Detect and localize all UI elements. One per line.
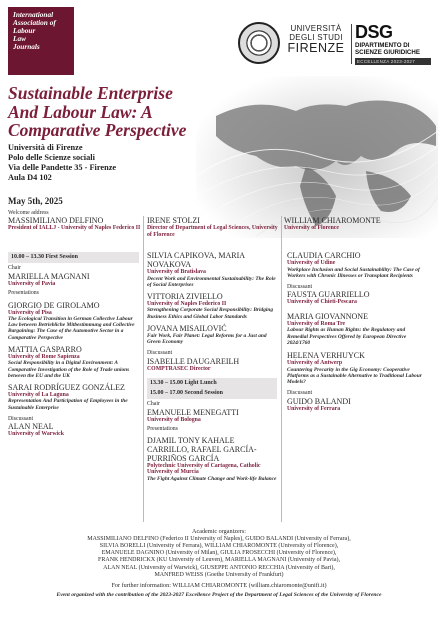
university-name-line1: UNIVERSITÀ <box>290 24 342 33</box>
association-logo-line: Association of <box>13 18 56 28</box>
venue-line: Via delle Pandette 35 - Firenze <box>8 162 117 172</box>
welcome-speaker <box>284 216 424 232</box>
speaker-name: CLAUDIA CARCHIO <box>287 251 361 260</box>
university-name-line2: DEGLI STUDI <box>289 33 343 42</box>
department-name-line2: SCIENZE GIURIDICHE <box>355 49 420 56</box>
speaker-name: GIORGIO DE GIROLAMO <box>8 300 100 310</box>
talk-title: Representation And Participation of Employees in the Sustainable Enterprise <box>8 398 128 411</box>
department-logo <box>355 23 431 65</box>
association-logo-line: International <box>13 10 54 19</box>
speaker-affiliation: University of La Laguna <box>8 391 69 398</box>
discussant-label: Discussant <box>287 283 313 290</box>
speaker-affiliation: University of Florence <box>284 225 339 231</box>
discussant-label: Discussant <box>147 350 173 357</box>
organizers-line: SILVIA BORELLI (University of Ferrara), WILLIAM CHIAROMONTE (University of Florence), <box>99 542 339 549</box>
talk <box>287 351 427 385</box>
discussant-affiliation: COMPTRASEC Director <box>147 365 211 372</box>
chair-name: MARIELLA MAGNANI <box>8 271 90 281</box>
speaker-affiliation: University of Naples Federico II <box>147 300 227 307</box>
speaker-affiliation: University of Antwerp <box>287 360 343 367</box>
organizers-label: Academic organizers: <box>191 528 246 535</box>
event-funding-note: Event organized with the contribution of the 2023-2027 Excellence Project of the Department of Legal Sciences of the University of Florence <box>56 591 382 598</box>
venue <box>8 143 208 183</box>
speaker-affiliation: President of IALLJ - University of Naples Federico II <box>8 225 141 231</box>
talk-title: Fair Work, Fair Planet: Legal Reforms for a Just and Green Economy <box>147 332 267 346</box>
talk <box>147 436 277 482</box>
discussant-name: FAUSTA GUARRIELLO <box>287 290 370 300</box>
speaker-affiliation: Polytechnic University of Cartagena, Catholic University of Murcia <box>147 462 261 476</box>
session-header: 10.00 – 13.30 First Session <box>8 252 139 263</box>
session-header: 15.00 – 17.00 Second Session <box>150 390 224 397</box>
discussant-name: GUIDO BALANDI <box>287 396 351 406</box>
talk <box>147 292 277 320</box>
speaker-affiliation: University of Bratislava <box>147 269 206 275</box>
organizers-line: EMANUELE DAGNINO (University of Milan), GIULIA FROSECCHI (University of Florence), <box>101 550 337 557</box>
lunch-break <box>147 378 277 399</box>
chair-label: Chair <box>8 265 21 271</box>
speaker-name: MASSIMILIANO DELFINO <box>8 216 104 225</box>
discussant-label: Discussant <box>8 415 34 422</box>
organizers-line: ALAN NEAL (University of Warwick), GIUSEPPE ANTONIO RECCHIA (University of Bari), <box>103 564 335 571</box>
speaker-affiliation: University of Rome Sapienza <box>8 353 80 360</box>
speaker-affiliation: University of Pisa <box>8 309 52 316</box>
talk-title: The Fight Against Climate Change and Work-life Balance <box>147 475 277 482</box>
speaker-name: SILVIA CAPIKOVA, MARIA NOVAKOVA <box>147 251 245 269</box>
talk <box>287 251 427 279</box>
association-logo-line: Labour <box>13 26 36 36</box>
association-logo-line: Law <box>13 34 26 44</box>
talk-title: Strengthening Corporate Social Responsibility: Bridging Business Ethics and Global Labor Standards <box>147 307 274 320</box>
speaker-name: HELENA VERHUYCK <box>287 351 365 361</box>
talk-title: Labour Rights as Human Rights: the Regulatory and Remedial Perspectives Offered by European Directive 2024/1760 <box>287 327 407 346</box>
organizers-line: MASSIMILIANO DELFINO (Federico II University of Naples), GUIDO BALANDI (University of Ferrara), <box>87 535 351 542</box>
event-title-line: Comparative Perspective <box>8 120 187 140</box>
venue-line: Aula D4 102 <box>8 172 52 182</box>
contact-info: For further information: WILLIAM CHIAROMONTE (william.chiaromonte@unifi.it) <box>111 582 327 590</box>
talk-title: Decent Work and Environmental Sustainability: The Role of Social Enterprises <box>147 275 276 288</box>
speaker-name: JOVANA MISAILOVIĆ <box>147 323 227 333</box>
discussant-affiliation: University of Ferrara <box>287 405 341 412</box>
university-name-line3: FIRENZE <box>287 41 345 55</box>
speaker-name: VITTORIA ZIVIELLO <box>147 291 223 301</box>
venue-line: Università di Firenze <box>8 143 83 152</box>
talk <box>8 345 139 379</box>
column-divider <box>143 216 144 522</box>
presentations-label: Presentations <box>147 426 178 433</box>
chair-name: EMANUELE MENEGATTI <box>147 407 239 417</box>
program-column-3 <box>287 251 427 412</box>
speaker-affiliation: University of Udine <box>287 260 336 266</box>
talk <box>147 324 277 345</box>
talk-title: Workplace Inclusion and Social Sustainability: The Case of Workers with Chronic Illnesses or Transplant Recipients <box>287 266 420 279</box>
event-title-line: And Labour Law: A <box>8 101 153 122</box>
talk <box>8 301 139 341</box>
speaker-name: WILLIAM CHIAROMONTE <box>284 216 381 225</box>
association-logo-line: Journals <box>13 42 40 52</box>
talk-title: The Ecological Transition in German Collective Labour Law between Betriebliche Mitbestimmung and Collective Bargaining: The Case of the Automotive Sector in a Comparative Perspective <box>8 316 135 341</box>
university-seal-icon <box>238 22 280 64</box>
association-logo <box>8 7 74 75</box>
event-date: May 5th, 2025 <box>8 196 63 206</box>
talk <box>8 383 139 411</box>
department-name-line1: DIPARTIMENTO DI <box>355 42 410 49</box>
talk <box>287 312 427 346</box>
organizers-line: MANFRED WEISS (Goethe University of Frankfurt) <box>154 571 284 578</box>
talk-title: Countering Precarity in the Gig Economy: Cooperative Platforms as a Sustainable Alternative to Traditional Labour Models? <box>287 366 422 385</box>
speaker-name: MATTIA GASPARRO <box>8 344 82 354</box>
talk-title: Social Responsibility in a Digital Environment: A Comparative Investigation of the Role of Trade unions between the EU and the UK <box>8 360 130 379</box>
program-column-1 <box>8 252 139 438</box>
organizers-line: FRANK HENDRICKX (KU University of Leuven), MARIELLA MAGNANI (University of Pavia), <box>98 557 340 564</box>
presentations-label: Presentations <box>8 290 39 296</box>
welcome-speaker <box>8 216 146 232</box>
event-title <box>8 84 248 140</box>
department-excellence-bar: ECCELLENZA 2023-2027 <box>355 58 431 65</box>
speaker-name: MARIA GIOVANNONE <box>287 311 368 321</box>
welcome-label: Welcome address <box>8 210 49 216</box>
header-divider <box>351 24 352 64</box>
department-abbr: DSG <box>355 22 393 42</box>
chair-affiliation: University of Pavia <box>8 280 56 287</box>
speaker-name: DJAMIL TONY KAHALE CARRILLO, RAFAEL GARCÍA-PURRIÑOS GARCÍA <box>147 435 257 463</box>
footer <box>0 528 438 598</box>
speaker-name: IRENE STOLZI <box>147 216 200 225</box>
column-divider <box>281 216 282 522</box>
discussant-name: ISABELLE DAUGAREILH <box>147 356 240 366</box>
university-logo <box>284 24 348 55</box>
welcome-speaker <box>147 216 279 238</box>
chair-label: Chair <box>147 401 160 408</box>
talk <box>147 251 277 288</box>
discussant-name: ALAN NEAL <box>8 422 54 432</box>
venue-line: Polo delle Scienze sociali <box>8 152 95 162</box>
discussant-affiliation: University of Warwick <box>8 431 64 438</box>
program-column-2 <box>147 251 277 482</box>
speaker-affiliation: University of Roma Tre <box>287 320 346 327</box>
discussant-label: Discussant <box>287 390 313 397</box>
chair-affiliation: University of Bologna <box>147 416 201 423</box>
event-title-line: Sustainable Enterprise <box>8 83 173 103</box>
discussant-affiliation: University of Chieti-Pescara <box>287 299 357 306</box>
lunch-label: 13.30 – 15.00 Light Lunch <box>150 380 217 387</box>
speaker-name: SARAI RODRÍGUEZ GONZÁLEZ <box>8 382 125 392</box>
speaker-affiliation: Director of Department of Legal Sciences, University of Florence <box>147 225 278 238</box>
